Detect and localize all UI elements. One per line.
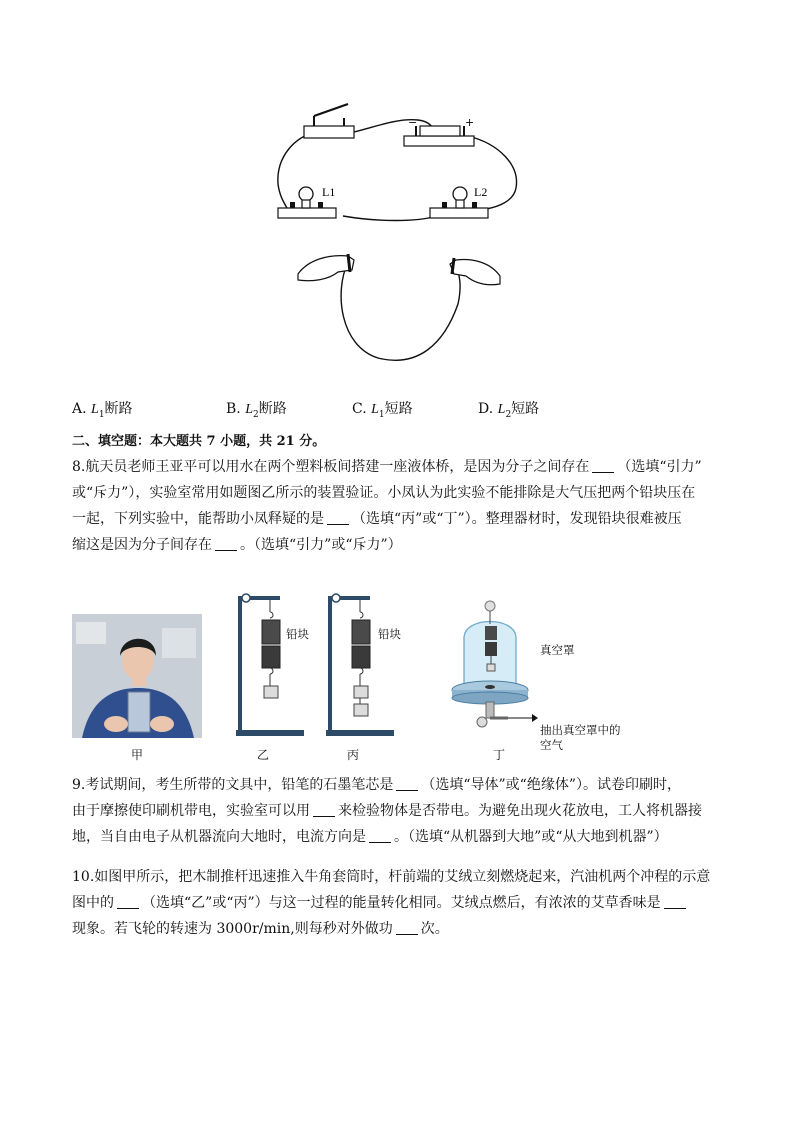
bulb-l1-label: L1 xyxy=(322,185,336,199)
answer-blank[interactable] xyxy=(396,776,418,791)
vacuum-label: 真空罩 xyxy=(540,643,575,657)
caption-ding: 丁 xyxy=(492,748,505,762)
q7-option-c: C. $L_1$短路 xyxy=(352,401,413,420)
answer-blank[interactable] xyxy=(117,894,139,909)
answer-blank[interactable] xyxy=(327,510,349,525)
pump-label-line1: 抽出真空罩中的 xyxy=(540,723,621,737)
bulb-l1 xyxy=(278,185,336,218)
stand-bing xyxy=(322,586,402,738)
battery-plus: + xyxy=(465,116,475,129)
astronaut-photo-drawing xyxy=(72,614,202,738)
left-hand xyxy=(298,254,354,281)
right-hand xyxy=(450,258,500,285)
vacuum-apparatus xyxy=(448,598,538,740)
answer-blank[interactable] xyxy=(313,802,335,817)
circuit-diagram xyxy=(268,96,530,368)
caption-jia: 甲 xyxy=(130,748,143,762)
caption-yi: 乙 xyxy=(256,748,269,762)
circuit-figure xyxy=(268,96,530,368)
pump-label-line2: 空气 xyxy=(540,738,563,752)
lead-label-bing: 铅块 xyxy=(378,627,401,641)
q7-option-b: B. $L_2$断路 xyxy=(226,401,287,420)
question-9: 9.考试期间，考生所带的文具中，铅笔的石墨笔芯是 （选填“导体”或“绝缘体”）。试卷印刷时， 由于摩擦使印刷机带电，实验室可以用 来检验物体是否带电。为避免出现火花放电，工人将机器接 地，当自由电子从机器流向大地时，电流方向是 。（选填“从机器到大地”或“从大地到机器”） xyxy=(72,777,702,845)
answer-blank[interactable] xyxy=(369,828,391,843)
answer-blank[interactable] xyxy=(592,458,614,473)
question-10: 10.如图甲所示，把木制推杆迅速推入牛角套筒时，杆前端的艾绒立刻燃烧起来，汽油机两个冲程的示意 图中的 （选填“乙”或“丙”）与这一过程的能量转化相同。艾绒点燃后，有浓浓的艾草香味是 现象。若飞轮的转速为 3000r/min,则每秒对外做功 次。 xyxy=(72,869,711,937)
battery xyxy=(404,116,474,146)
caption-bing: 丙 xyxy=(346,748,359,762)
astronaut-photo xyxy=(72,614,202,738)
switch xyxy=(304,104,354,138)
section-title: 二、填空题：本大题共 7 小题，共 21 分。 xyxy=(72,434,326,449)
stand-bing-drawing xyxy=(322,586,402,738)
battery-minus: − xyxy=(408,116,418,129)
q7-option-d: D. $L_2$短路 xyxy=(478,401,540,420)
stand-yi xyxy=(232,586,312,738)
q7-option-a: A. $L_1$断路 xyxy=(72,401,133,420)
lead-label-yi: 铅块 xyxy=(286,627,309,641)
answer-blank[interactable] xyxy=(396,920,418,935)
bulb-l2-label: L2 xyxy=(474,185,488,199)
bulb-l2 xyxy=(430,185,488,218)
vacuum-apparatus-drawing xyxy=(448,598,538,740)
stand-yi-drawing xyxy=(232,586,312,738)
answer-blank[interactable] xyxy=(664,894,686,909)
question-8: 8.航天员老师王亚平可以用水在两个塑料板间搭建一座液体桥，是因为分子之间存在 （选填“引力” 或“斥力”），实验室常用如题图乙所示的装置验证。小凤认为此实验不能排除是大气压把两个铅块压在 一起，下列实验中，能帮助小凤释疑的是 （选填“丙”或“丁”）。整理器材时，发现铅块很难被压 缩这是因为分子间存在 。（选填“引力”或“斥力”） xyxy=(72,459,702,553)
answer-blank[interactable] xyxy=(215,536,237,551)
